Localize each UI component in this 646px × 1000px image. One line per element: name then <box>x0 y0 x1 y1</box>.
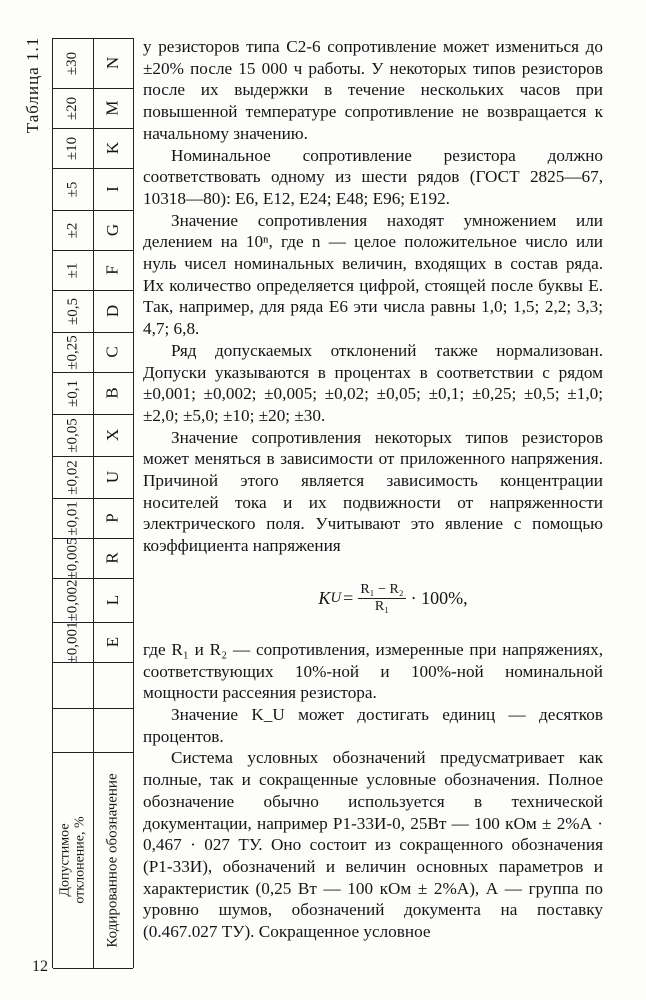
code-cell: P <box>103 513 122 523</box>
formula-numerator: R₁ − R₂ <box>360 581 404 597</box>
tolerance-cell: ±10 <box>64 136 81 160</box>
code-cell: M <box>103 100 122 116</box>
code-cell: K <box>103 141 122 155</box>
code-cell: C <box>103 346 122 358</box>
code-cell: B <box>103 387 122 399</box>
paragraph-7: Значение K_U может достигать единиц — десятков процентов. <box>143 704 603 746</box>
paragraph-1: у резисторов типа С2-6 сопротивление может измениться до ±20% после 15 000 ч работы. У некоторых типов резисторов после их выдержки в течение нескольких часов при повышенной температуре сопротивление не возвращается к начальному значению. <box>143 37 603 143</box>
tolerance-cell: ±1 <box>64 262 81 278</box>
tolerance-cell: ±0,005 <box>64 537 81 579</box>
table-caption: Таблица 1.1 <box>23 36 42 134</box>
tolerance-cell: ±0,001 <box>64 621 81 663</box>
code-cell: X <box>103 428 122 442</box>
page-number: 12 <box>32 958 48 975</box>
tolerance-cell: ±0,25 <box>64 334 81 370</box>
code-cell: D <box>103 304 122 318</box>
tolerance-cell: ±2 <box>64 222 81 238</box>
formula-equals: = <box>343 587 354 608</box>
paragraph-4: Ряд допускаемых отклонений также нормализован. Допуски указываются в процентах в соответствии с рядом ±0,001; ±0,002; ±0,005; ±0,02; ±0,05; ±0,1; ±0,25; ±0,5; ±1,0; ±2,0; ±5,0; ±10; ±20; ±30. <box>143 340 603 425</box>
formula-rhs: · 100%, <box>410 587 468 608</box>
code-cell: L <box>102 594 122 606</box>
code-cell: I <box>102 186 122 192</box>
tolerance-cell: ±0,5 <box>64 297 81 325</box>
tolerance-cell: ±0,05 <box>64 417 81 453</box>
tolerance-cell: ±0,1 <box>64 379 81 407</box>
paragraph-6: где R₁ и R₂ — сопротивления, измеренные при напряжениях, соответствующих 10%-ной и 100%-ной номинальной мощности рассеяния резистора. <box>143 639 603 703</box>
code-cell: N <box>103 56 122 70</box>
formula-fraction <box>358 582 405 615</box>
formula-lhs-sub: U <box>330 589 342 606</box>
code-cell: R <box>103 552 122 564</box>
tolerance-cell: ±20 <box>64 96 81 120</box>
tolerance-cell: ±0,02 <box>64 459 81 495</box>
code-cell: U <box>103 470 122 484</box>
paragraph-2: Номинальное сопротивление резистора должно соответствовать одному из шести рядов (ГОСТ 2825—67, 10318—80): Е6, Е12, Е24; Е48; Е96; Е192. <box>143 145 603 208</box>
code-cell: E <box>102 636 122 648</box>
header-code: Кодированное обозначение <box>104 772 121 948</box>
code-cell: F <box>103 265 122 275</box>
paragraph-3: Значение сопротивления находят умножением или делением на 10ⁿ, где n — целое положительное число или нуль чисел номинальных величин, входящих в состав ряда. Их количество определяется цифрой, стоящей после буквы Е. Так, например, для ряда Е6 эти числа равны 1,0; 1,5; 2,2; 3,3; 4,7; 6,8. <box>143 210 603 339</box>
formula-denominator: R₁ <box>374 598 390 614</box>
voltage-coefficient-formula <box>183 582 603 615</box>
tolerance-table <box>52 38 134 968</box>
tolerance-cell: ±0,002 <box>64 579 81 621</box>
header-tolerance: Допустимое отклонение, % <box>58 816 89 904</box>
paragraph-8: Система условных обозначений предусматривает как полные, так и сокращенные условные обозначения. Полное обозначение обычно используется в технической документации, например Р1-33И-0, 25Вт — 100 кОм ± 2%А · 0,467 · 027 ТУ. Оно состоит из сокращенного обозначения (Р1-33И), обозначений и величин основных параметров и характеристик (0,25 Вт — 100 кОм ± 2%А), А — группа по уровню шумов, обозначений документа на поставку (0.467.027 ТУ). Сокращенное условное <box>143 748 603 942</box>
code-cell: G <box>103 223 122 237</box>
paragraph-5: Значение сопротивления некоторых типов резисторов может меняться в зависимости от приложенного напряжения. Причиной этого является зависимость концентрации носителей тока и их подвижности от напряженности электрического поля. Учитывают это явление с помощью коэффициента напряжения <box>143 427 603 556</box>
tolerance-cell: ±30 <box>64 51 81 75</box>
tolerance-cell: ±0,01 <box>64 500 81 536</box>
formula-lhs: K <box>318 587 331 608</box>
body-text <box>143 36 603 943</box>
tolerance-cell: ±5 <box>64 181 81 197</box>
